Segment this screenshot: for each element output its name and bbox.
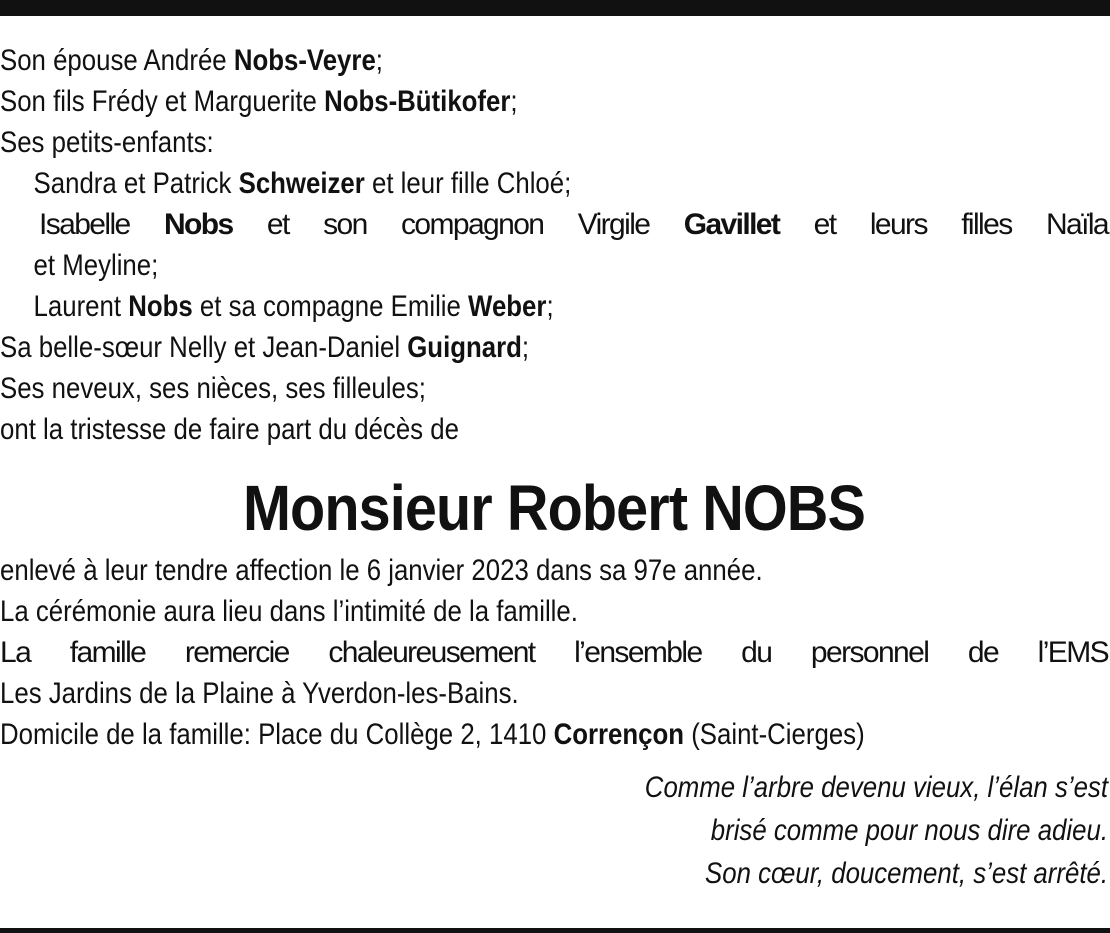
partner-surname: Gavillet — [683, 208, 780, 241]
grandchild-line-3: Laurent Nobs et sa compagne Emilie Weber; — [33, 290, 554, 323]
sister-in-law-surname: Guignard — [407, 331, 522, 364]
deceased-name: Monsieur Robert NOBS — [242, 472, 866, 544]
partner-surname: Weber — [468, 290, 547, 323]
verse-line-2: brisé comme pour nous dire adieu. — [710, 814, 1108, 847]
details-line-3: La famille remercie chaleureusement l’ensemble du personnel de l’EMS — [0, 636, 1108, 669]
grandchild-line-1: Sandra et Patrick Schweizer et leur fille Chloé; — [33, 167, 572, 200]
domicile-town: Corrençon — [553, 718, 685, 751]
domicile-line: Domicile de la famille: Place du Collège 2, 1410 Corrençon (Saint-Cierges) — [0, 718, 865, 751]
sister-in-law-line: Sa belle-sœur Nelly et Jean-Daniel Guignard; — [0, 331, 530, 364]
grandchild-surname: Nobs — [128, 290, 193, 323]
verse-line-1: Comme l’arbre devenu vieux, l’élan s’est — [644, 771, 1108, 804]
details-line-1: enlevé à leur tendre affection le 6 janvier 2023 dans sa 97e année. — [0, 554, 763, 587]
relatives-line: Ses neveux, ses nièces, ses filleules; — [0, 372, 426, 405]
grandchild-line-2: Isabelle Nobs et son compagnon Virgile Gavillet et leurs filles Naïla — [39, 208, 1108, 241]
details-line-4: Les Jardins de la Plaine à Yverdon-les-Bains. — [0, 677, 519, 710]
announcement-line: ont la tristesse de faire part du décès de — [0, 413, 459, 446]
spouse-surname: Nobs-Veyre — [233, 44, 376, 77]
grandchild-surname: Schweizer — [238, 167, 365, 200]
bottom-rule — [0, 928, 1110, 933]
grandchildren-heading: Ses petits-enfants: — [0, 126, 214, 159]
details-line-2: La cérémonie aura lieu dans l’intimité de la famille. — [0, 595, 578, 628]
spouse-line: Son épouse Andrée Nobs-Veyre; — [0, 44, 383, 77]
verse-line-3: Son cœur, doucement, s’est arrêté. — [705, 857, 1108, 890]
grandchild-surname: Nobs — [163, 208, 233, 241]
obituary-notice — [0, 40, 1108, 895]
son-line: Son fils Frédy et Marguerite Nobs-Bütikofer; — [0, 85, 518, 118]
top-rule — [0, 0, 1110, 16]
son-surname: Nobs-Bütikofer — [324, 85, 511, 118]
grandchild-line-2-continued: et Meyline; — [33, 249, 159, 282]
